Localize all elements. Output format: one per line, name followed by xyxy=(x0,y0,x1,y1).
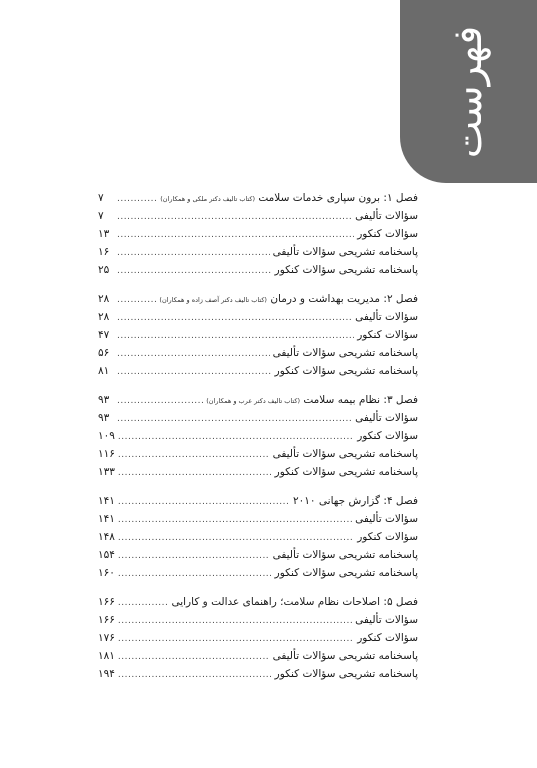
dot-leader xyxy=(118,547,270,565)
chapter-heading[interactable] xyxy=(98,189,418,207)
entry-label: سؤالات کنکور xyxy=(357,632,418,644)
toc-entry[interactable] xyxy=(98,308,418,326)
toc-section xyxy=(98,492,418,582)
toc-entry[interactable] xyxy=(98,409,418,427)
chapter-title-wrap xyxy=(171,593,418,611)
dot-leader xyxy=(118,529,354,547)
entry-label: پاسخنامه تشریحی سؤالات تألیفی xyxy=(272,448,418,460)
chapter-title-wrap xyxy=(159,290,418,309)
page-number: ۱۰۹ xyxy=(98,430,115,442)
dot-leader xyxy=(117,410,352,428)
toc-entry[interactable] xyxy=(98,427,418,445)
entry-label: سؤالات تألیفی xyxy=(355,513,418,525)
page-number: ۱۶ xyxy=(98,246,110,258)
entry-label: پاسخنامه تشریحی سؤالات کنکور xyxy=(274,668,418,680)
chapter-title: فصل ۳: نظام بیمه سلامت xyxy=(303,394,418,406)
toc-section xyxy=(98,593,418,683)
dot-leader xyxy=(118,493,290,511)
dot-leader xyxy=(118,648,270,666)
page-number: ۱۸۱ xyxy=(98,650,115,662)
toc-entry[interactable] xyxy=(98,344,418,362)
toc-entry[interactable] xyxy=(98,362,418,380)
toc-entry[interactable] xyxy=(98,564,418,582)
page-number: ۲۸ xyxy=(98,293,110,305)
dot-leader xyxy=(118,428,354,446)
entry-label: پاسخنامه تشریحی سؤالات تألیفی xyxy=(272,650,418,662)
chapter-heading[interactable] xyxy=(98,492,418,510)
toc-entry[interactable] xyxy=(98,629,418,647)
chapter-heading[interactable] xyxy=(98,593,418,611)
toc-entry[interactable] xyxy=(98,463,418,481)
chapter-source-note: (کتاب تالیف دکتر عرب و همکاران) xyxy=(206,397,301,405)
page-number: ۱۴۸ xyxy=(98,531,115,543)
entry-label: سؤالات کنکور xyxy=(357,329,418,341)
dot-leader xyxy=(118,511,352,529)
entry-label: پاسخنامه تشریحی سؤالات تألیفی xyxy=(272,549,418,561)
title-tab xyxy=(400,0,537,183)
chapter-heading[interactable] xyxy=(98,290,418,308)
entry-label: سؤالات کنکور xyxy=(357,531,418,543)
entry-label: سؤالات تألیفی xyxy=(355,412,418,424)
page-number: ۵۶ xyxy=(98,347,110,359)
chapter-title: فصل ۵: اصلاحات نظام سلامت؛ راهنمای عدالت و کارایی xyxy=(171,596,418,608)
table-of-contents xyxy=(98,189,418,694)
page-number: ۱۹۴ xyxy=(98,668,115,680)
dot-leader xyxy=(118,594,169,612)
page-number: ۱۳۳ xyxy=(98,466,115,478)
dot-leader xyxy=(117,244,270,262)
toc-entry[interactable] xyxy=(98,647,418,665)
chapter-title: فصل ۴: گزارش جهانی ۲۰۱۰ xyxy=(293,495,418,507)
page-number: ۱۱۶ xyxy=(98,448,115,460)
chapter-title-wrap xyxy=(160,189,418,208)
page-number: ۴۷ xyxy=(98,329,110,341)
entry-label: سؤالات تألیفی xyxy=(355,210,418,222)
toc-entry[interactable] xyxy=(98,326,418,344)
toc-entry[interactable] xyxy=(98,207,418,225)
dot-leader xyxy=(117,345,270,363)
page-number: ۲۵ xyxy=(98,264,110,276)
page-title: فهرست xyxy=(445,25,491,159)
page-number: ۱۷۶ xyxy=(98,632,115,644)
page-number: ۱۴۱ xyxy=(98,513,115,525)
dot-leader xyxy=(117,190,157,208)
page-number: ۱۶۶ xyxy=(98,596,115,608)
entry-label: سؤالات کنکور xyxy=(357,228,418,240)
chapter-title-wrap xyxy=(293,492,418,510)
entry-label: پاسخنامه تشریحی سؤالات تألیفی xyxy=(272,246,418,258)
toc-entry[interactable] xyxy=(98,665,418,683)
entry-label: سؤالات تألیفی xyxy=(355,311,418,323)
dot-leader xyxy=(117,262,272,280)
dot-leader xyxy=(118,446,270,464)
toc-entry[interactable] xyxy=(98,546,418,564)
dot-leader xyxy=(118,612,352,630)
dot-leader xyxy=(117,291,156,309)
dot-leader xyxy=(118,565,272,583)
dot-leader xyxy=(118,630,354,648)
page-number: ۹۳ xyxy=(98,412,110,424)
dot-leader xyxy=(117,208,352,226)
toc-entry[interactable] xyxy=(98,510,418,528)
chapter-source-note: (کتاب تالیف دکتر آصف زاده و همکاران) xyxy=(159,296,267,304)
chapter-title: فصل ۱: برون سپاری خدمات سلامت xyxy=(258,192,418,204)
page-number: ۱۳ xyxy=(98,228,110,240)
dot-leader xyxy=(118,464,272,482)
chapter-source-note: (کتاب تالیف دکتر ملکی و همکاران) xyxy=(160,195,256,203)
chapter-title-wrap xyxy=(206,391,418,410)
page-number: ۱۶۰ xyxy=(98,567,115,579)
chapter-heading[interactable] xyxy=(98,391,418,409)
dot-leader xyxy=(117,309,352,327)
toc-section xyxy=(98,290,418,380)
entry-label: پاسخنامه تشریحی سؤالات کنکور xyxy=(274,365,418,377)
toc-entry[interactable] xyxy=(98,611,418,629)
page-number: ۸۱ xyxy=(98,365,110,377)
toc-section xyxy=(98,391,418,481)
entry-label: پاسخنامه تشریحی سؤالات کنکور xyxy=(274,567,418,579)
toc-entry[interactable] xyxy=(98,225,418,243)
page-number: ۹۳ xyxy=(98,394,110,406)
toc-entry[interactable] xyxy=(98,528,418,546)
page-number: ۲۸ xyxy=(98,311,110,323)
entry-label: سؤالات کنکور xyxy=(357,430,418,442)
dot-leader xyxy=(117,392,203,410)
chapter-title: فصل ۲: مدیریت بهداشت و درمان xyxy=(270,293,418,305)
entry-label: پاسخنامه تشریحی سؤالات کنکور xyxy=(274,264,418,276)
page-number: ۱۵۴ xyxy=(98,549,115,561)
page-number: ۱۶۶ xyxy=(98,614,115,626)
dot-leader xyxy=(118,666,272,684)
toc-section xyxy=(98,189,418,279)
page-number: ۱۴۱ xyxy=(98,495,115,507)
entry-label: پاسخنامه تشریحی سؤالات کنکور xyxy=(274,466,418,478)
page-number: ۷ xyxy=(98,192,104,204)
toc-entry[interactable] xyxy=(98,445,418,463)
dot-leader xyxy=(117,363,272,381)
toc-entry[interactable] xyxy=(98,243,418,261)
entry-label: سؤالات تألیفی xyxy=(355,614,418,626)
dot-leader xyxy=(117,327,354,345)
dot-leader xyxy=(117,226,354,244)
page-number: ۷ xyxy=(98,210,104,222)
entry-label: پاسخنامه تشریحی سؤالات تألیفی xyxy=(272,347,418,359)
toc-entry[interactable] xyxy=(98,261,418,279)
